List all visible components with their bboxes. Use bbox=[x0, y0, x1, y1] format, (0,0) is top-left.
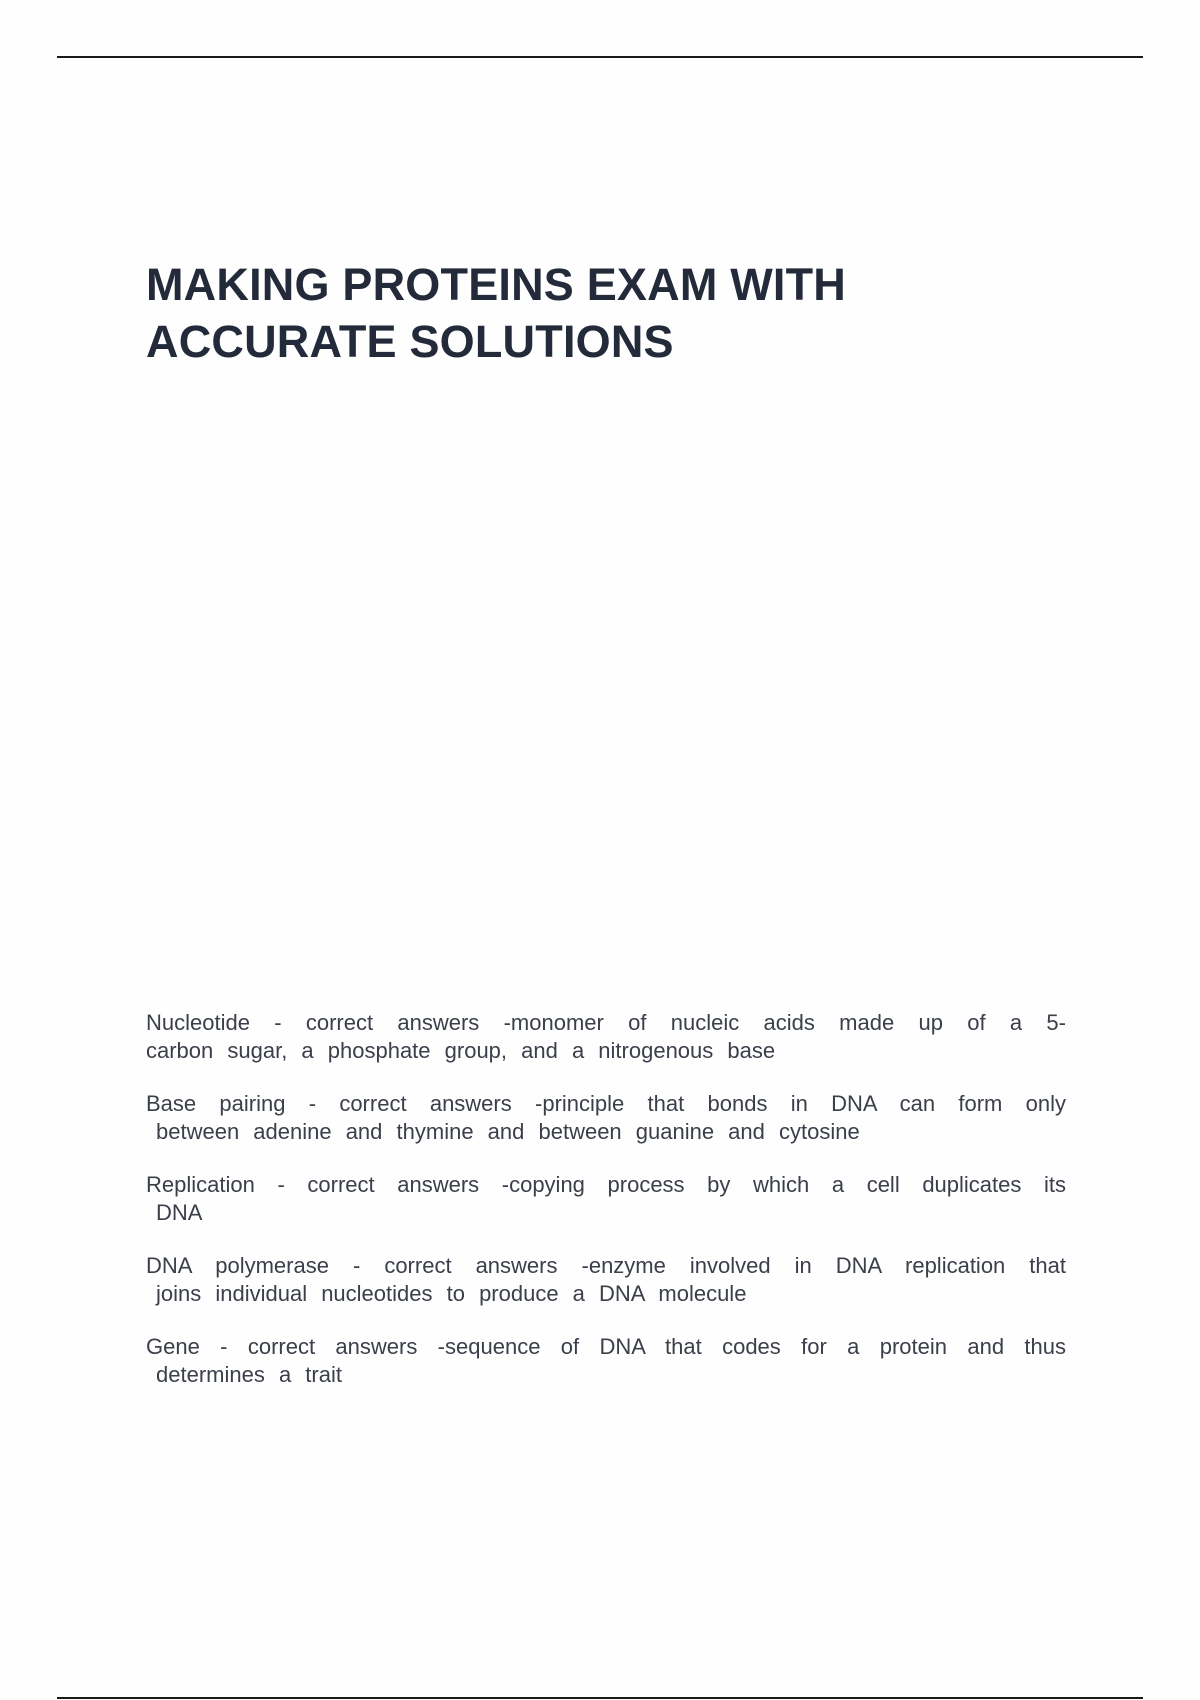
entry-line: Nucleotide - correct answers -monomer of nucleic acids made up of a 5- bbox=[146, 1010, 1066, 1035]
entry-line: Replication - correct answers -copying process by which a cell duplicates its bbox=[146, 1172, 1066, 1197]
footer-rule bbox=[57, 1697, 1143, 1699]
entry-dna-polymerase bbox=[146, 1252, 1066, 1308]
entry-line: DNA bbox=[156, 1200, 203, 1225]
entry-line: Base pairing - correct answers -principle that bonds in DNA can form only bbox=[146, 1091, 1066, 1116]
entry-line: between adenine and thymine and between guanine and cytosine bbox=[156, 1119, 860, 1144]
entry-base-pairing bbox=[146, 1090, 1066, 1146]
document-title bbox=[146, 256, 1046, 370]
title-line-1: MAKING PROTEINS EXAM WITH bbox=[146, 259, 846, 310]
entry-line: Gene - correct answers -sequence of DNA that codes for a protein and thus bbox=[146, 1334, 1066, 1359]
entry-replication bbox=[146, 1171, 1066, 1227]
entry-line: DNA polymerase - correct answers -enzyme involved in DNA replication that bbox=[146, 1253, 1066, 1278]
entry-nucleotide bbox=[146, 1009, 1066, 1065]
answer-list bbox=[146, 1009, 1066, 1414]
entry-line: carbon sugar, a phosphate group, and a nitrogenous base bbox=[146, 1038, 776, 1063]
entry-gene bbox=[146, 1333, 1066, 1389]
entry-line: determines a trait bbox=[156, 1362, 342, 1387]
header-rule bbox=[57, 56, 1143, 58]
title-line-2: ACCURATE SOLUTIONS bbox=[146, 316, 674, 367]
entry-line: joins individual nucleotides to produce a DNA molecule bbox=[156, 1281, 747, 1306]
